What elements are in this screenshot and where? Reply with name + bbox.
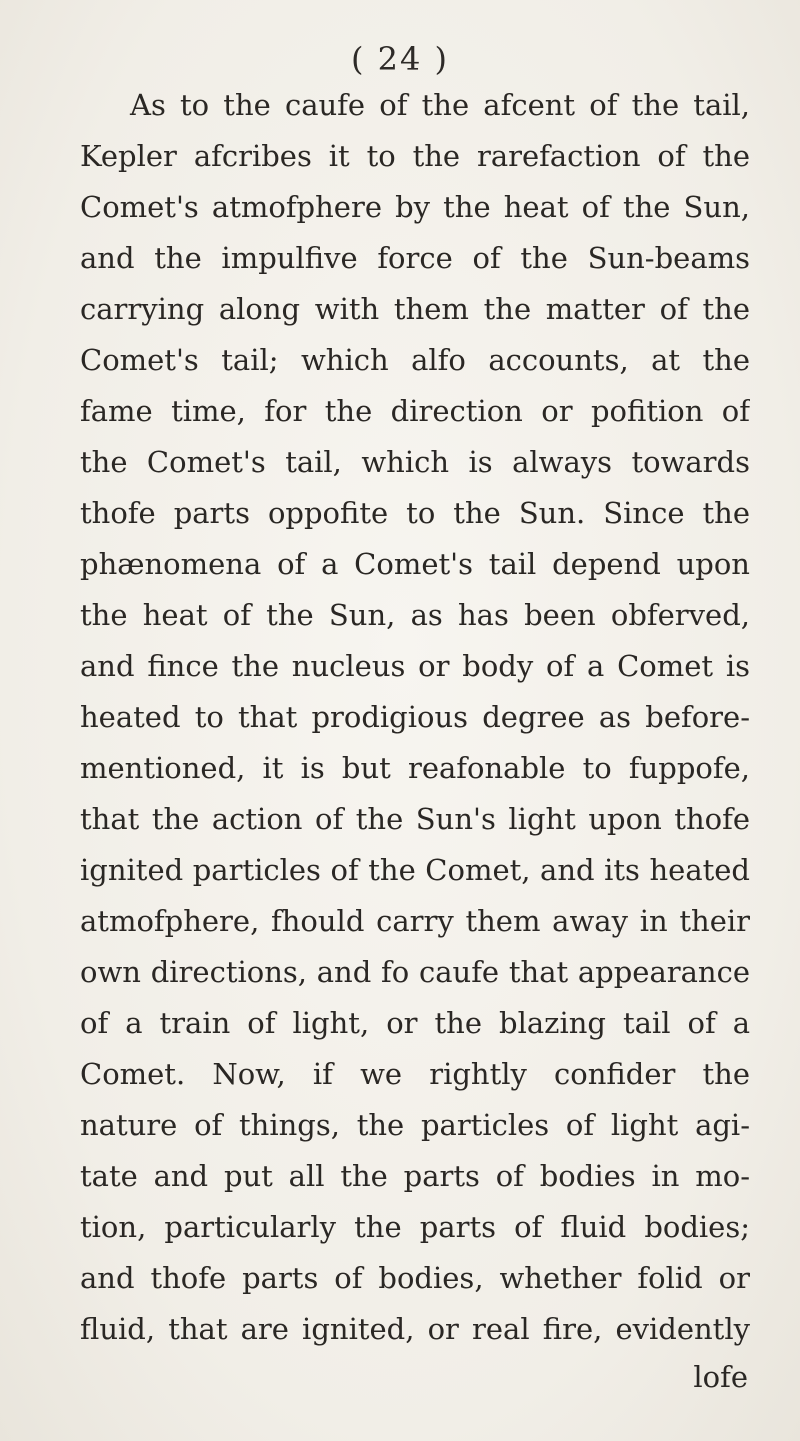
text-line: nature of things, the particles of light agi- xyxy=(80,1108,750,1142)
text-line: fluid, that are ignited, or real fire, evidently xyxy=(80,1312,750,1346)
text-line: thofe parts oppofite to the Sun. Since the xyxy=(80,496,750,530)
text-line: heated to that prodigious degree as before- xyxy=(80,700,750,734)
text-line: and thofe parts of bodies, whether folid or xyxy=(80,1261,750,1295)
text-line: Kepler afcribes it to the rarefaction of the xyxy=(80,139,750,173)
text-line: As to the caufe of the afcent of the tail, xyxy=(130,88,750,122)
text-line: carrying along with them the matter of the xyxy=(80,292,750,326)
text-line: own directions, and fo caufe that appearance xyxy=(80,955,750,989)
text-line: and fince the nucleus or body of a Comet is xyxy=(80,649,750,683)
text-line: Comet's tail; which alfo accounts, at the xyxy=(80,343,750,377)
text-line: atmofphere, fhould carry them away in their xyxy=(80,904,750,938)
text-line: of a train of light, or the blazing tail of a xyxy=(80,1006,750,1040)
text-line: the heat of the Sun, as has been obferved, xyxy=(80,598,750,632)
catchword: lofe xyxy=(693,1360,748,1394)
text-line: the Comet's tail, which is always towards xyxy=(80,445,750,479)
text-line: tion, particularly the parts of fluid bodies; xyxy=(80,1210,750,1244)
text-line: Comet's atmofphere by the heat of the Sun, xyxy=(80,190,750,224)
text-line: fame time, for the direction or pofition of xyxy=(80,394,750,428)
body-text xyxy=(80,80,750,1355)
text-line: ignited particles of the Comet, and its heated xyxy=(80,853,750,887)
text-line: phænomena of a Comet's tail depend upon xyxy=(80,547,750,581)
text-line: that the action of the Sun's light upon thofe xyxy=(80,802,750,836)
page-number: ( 24 ) xyxy=(350,40,450,78)
text-line: tate and put all the parts of bodies in mo- xyxy=(80,1159,750,1193)
text-line: and the impulfive force of the Sun-beams xyxy=(80,241,750,275)
text-line: Comet. Now, if we rightly confider the xyxy=(80,1057,750,1091)
text-line: mentioned, it is but reafonable to fuppofe, xyxy=(80,751,750,785)
